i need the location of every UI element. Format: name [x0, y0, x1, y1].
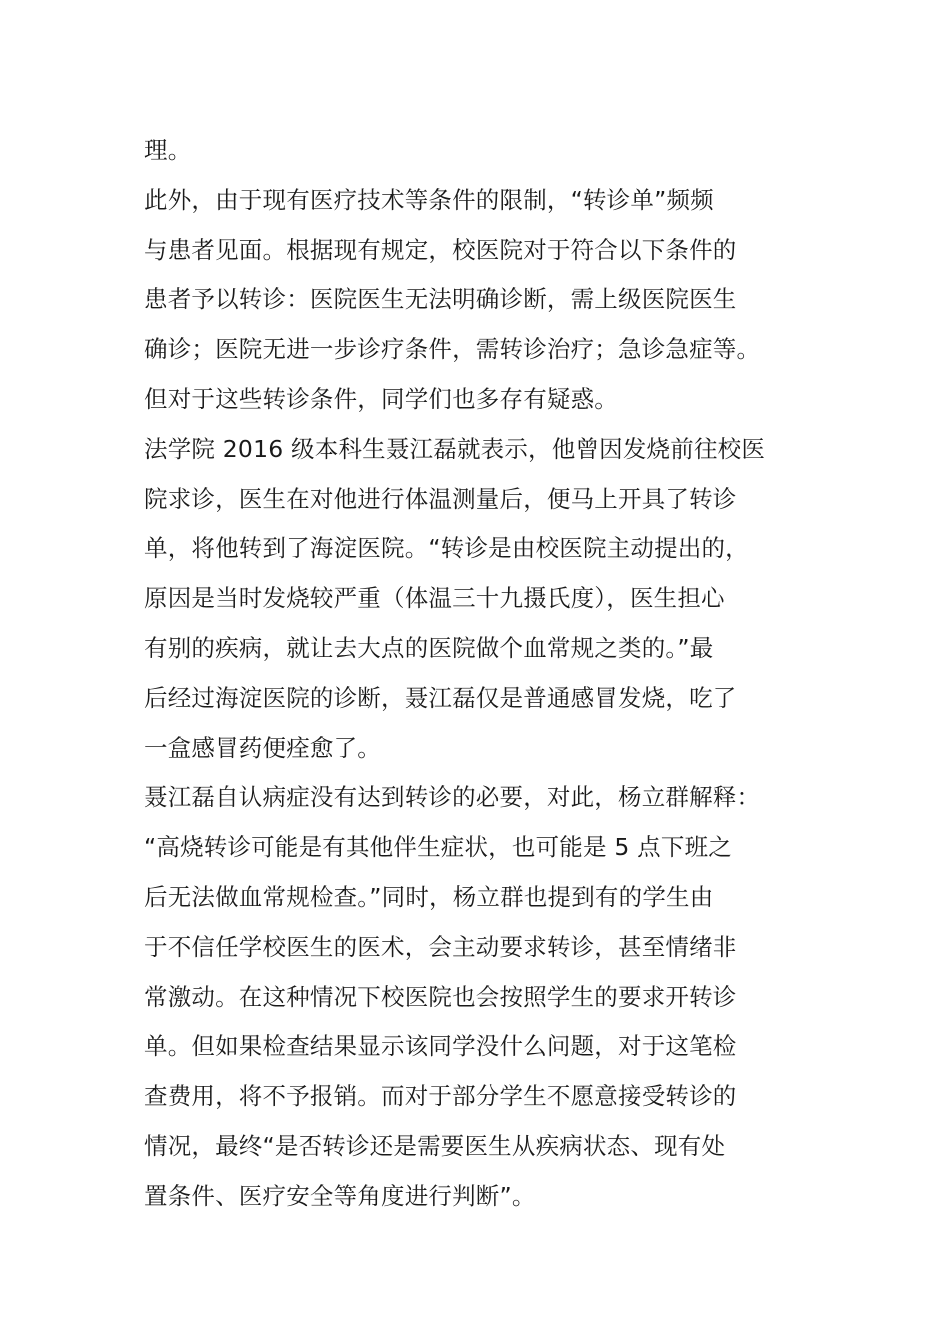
text-line: 查费用，将不予报销。而对于部分学生不愿意接受转诊的 [144, 1082, 737, 1111]
text-line: 置条件、医疗安全等角度进行判断”。 [144, 1181, 536, 1210]
text-line: 理。 [144, 136, 192, 164]
text-line: 患者予以转诊：医院医生无法明确诊断，需上级医院医生 [144, 285, 737, 314]
text-line: 原因是当时发烧较严重（体温三十九摄氏度），医生担心 [144, 584, 725, 613]
text-line: 与患者见面。根据现有规定，校医院对于符合以下条件的 [144, 235, 737, 264]
text-line: 但对于这些转诊条件，同学们也多存有疑惑。 [144, 384, 618, 413]
text-line: 聂江磊自认病症没有达到转诊的必要，对此，杨立群解释： [144, 783, 761, 812]
text-line: 一盒感冒药便痊愈了。 [144, 733, 381, 762]
text-line: 确诊；医院无进一步诊疗条件，需转诊治疗；急诊急症等。 [144, 335, 761, 364]
text-line: “高烧转诊可能是有其他伴生症状，也可能是 5 点下班之 [144, 833, 732, 862]
text-line: 有别的疾病，就让去大点的医院做个血常规之类的。”最 [144, 633, 714, 662]
text-line: 法学院 2016 级本科生聂江磊就表示，他曾因发烧前往校医 [144, 434, 766, 463]
article-body [144, 126, 824, 1222]
text-line: 后经过海淀医院的诊断，聂江磊仅是普通感冒发烧，吃了 [144, 683, 737, 712]
text-line: 常激动。在这种情况下校医院也会按照学生的要求开转诊 [144, 982, 737, 1011]
text-line: 单。但如果检查结果显示该同学没什么问题，对于这笔检 [144, 1032, 737, 1061]
text-line: 于不信任学校医生的医术，会主动要求转诊，甚至情绪非 [144, 932, 737, 961]
text-line: 单，将他转到了海淀医院。“转诊是由校医院主动提出的， [144, 534, 749, 563]
text-line: 院求诊，医生在对他进行体温测量后，便马上开具了转诊 [144, 484, 737, 513]
text-line: 此外，由于现有医疗技术等条件的限制，“转诊单”频频 [144, 185, 714, 214]
text-line: 情况，最终“是否转诊还是需要医生从疾病状态、现有处 [144, 1131, 726, 1160]
text-line: 后无法做血常规检查。”同时，杨立群也提到有的学生由 [144, 882, 714, 911]
